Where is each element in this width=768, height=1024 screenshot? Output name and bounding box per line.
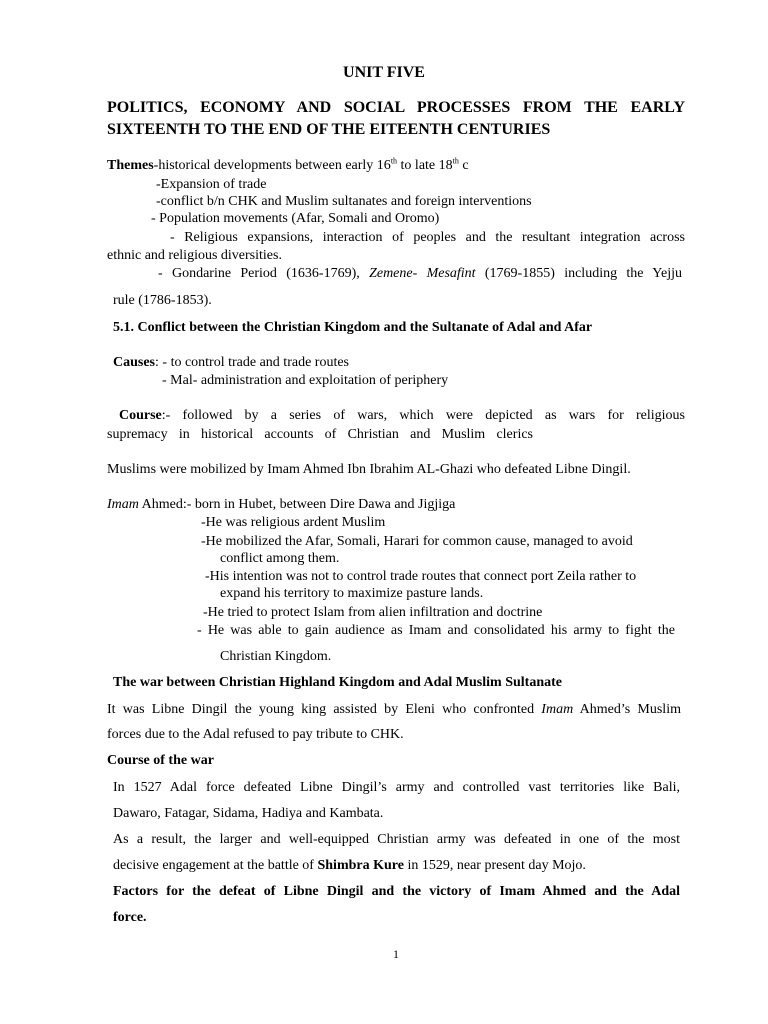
course-line2: supremacy in historical accounts of Christian and Muslim clerics [107,427,533,442]
muslims-mobilized: Muslims were mobilized by Imam Ahmed Ibn Ibrahim AL-Ghazi who defeated Libne Dingil. [107,462,631,477]
themes-sup2: th [452,156,459,166]
course-war-2-b: in 1529, near present day Mojo. [403,858,586,873]
themes-intro-b: to late 18 [397,158,453,173]
course-war-1-line1: In 1527 Adal force defeated Libne Dingil’s army and controlled vast territories like Bali, [113,780,680,795]
imam-point-3-line1: -His intention was not to control trade routes that connect port Zeila rather to [205,569,637,584]
imam-point-2-line1: -He mobilized the Afar, Somali, Harari for common cause, managed to avoid [201,534,633,549]
course-war-2-a: decisive engagement at the battle of [113,858,318,873]
factors-line1: Factors for the defeat of Libne Dingil and the victory of Imam Ahmed and the Adal [113,884,680,899]
themes-item-gondarine-line1 [158,266,682,282]
imam-label-rest: Ahmed:- born in Hubet, between Dire Dawa and Jigjiga [138,497,456,512]
imam-point-3-line2: expand his territory to maximize pasture lands. [220,586,484,601]
course-label: Course [119,408,162,423]
themes-item-conflict: -conflict b/n CHK and Muslim sultanates and foreign interventions [156,194,532,209]
themes-intro-a: -historical developments between early 16 [153,158,391,173]
imam-point-5-line2: Christian Kingdom. [220,649,332,664]
gondarine-italic: Zemene- Mesafint [369,266,476,281]
gondarine-a: - Gondarine Period (1636-1769), [158,266,370,281]
themes-item-religious-line1: - Religious expansions, interaction of peoples and the resultant integration across [170,230,685,245]
themes-item-religious-line2: ethnic and religious diversities. [107,248,282,263]
imam-point-4: -He tried to protect Islam from alien infiltration and doctrine [203,605,543,620]
themes-item-population: - Population movements (Afar, Somali and Oromo) [151,211,440,226]
gondarine-b: (1769-1855) including the Yejju [475,266,682,281]
factors-line2: force. [113,910,147,925]
course-of-war-heading: Course of the war [107,753,214,768]
themes-item-gondarine-line2: rule (1786-1853). [113,293,212,308]
main-title-line2: SIXTEENTH TO THE END OF THE EITEENTH CENTURIES [107,121,551,138]
themes-line [107,158,469,174]
themes-item-trade: -Expansion of trade [156,177,267,192]
themes-sup1: th [390,156,398,166]
course-war-2-line1: As a result, the larger and well-equipped Christian army was defeated in one of the most [113,832,680,847]
imam-point-1: -He was religious ardent Muslim [201,515,386,530]
themes-intro-c: c [458,158,469,173]
causes-line2: - Mal- administration and exploitation of periphery [162,373,449,388]
course-war-1-line2: Dawaro, Fatagar, Sidama, Hadiya and Kambata. [113,806,384,821]
themes-label: Themes [107,158,154,173]
imam-line [107,497,455,513]
imam-point-5-line1: - He was able to gain audience as Imam and consolidated his army to fight the [197,623,675,638]
causes-label: Causes [113,355,156,370]
course-text1: :- followed by a series of wars, which were depicted as wars for religious [161,408,685,423]
imam-label-italic: Imam [107,497,139,512]
war-para-line1 [107,702,681,718]
section-heading-5-1: 5.1. Conflict between the Christian Kingdom and the Sultanate of Adal and Afar [113,320,593,335]
war-para-italic: Imam [541,702,574,717]
war-para-b: Ahmed’s Muslim [573,702,681,717]
war-heading: The war between Christian Highland Kingdom and Adal Muslim Sultanate [113,675,562,690]
course-line1 [119,408,685,424]
main-title-line1: POLITICS, ECONOMY AND SOCIAL PROCESSES FROM THE EARLY [107,99,685,116]
war-para-line2: forces due to the Adal refused to pay tribute to CHK. [107,727,404,742]
imam-point-2-line2: conflict among them. [220,551,340,566]
page-number: 1 [393,947,399,961]
war-para-a: It was Libne Dingil the young king assisted by Eleni who confronted [107,702,542,717]
causes-text1: : - to control trade and trade routes [155,355,349,370]
causes-line1 [113,355,349,371]
course-war-2-line2 [113,858,586,874]
unit-title: UNIT FIVE [343,64,425,81]
shimbra-kure: Shimbra Kure [317,858,404,873]
